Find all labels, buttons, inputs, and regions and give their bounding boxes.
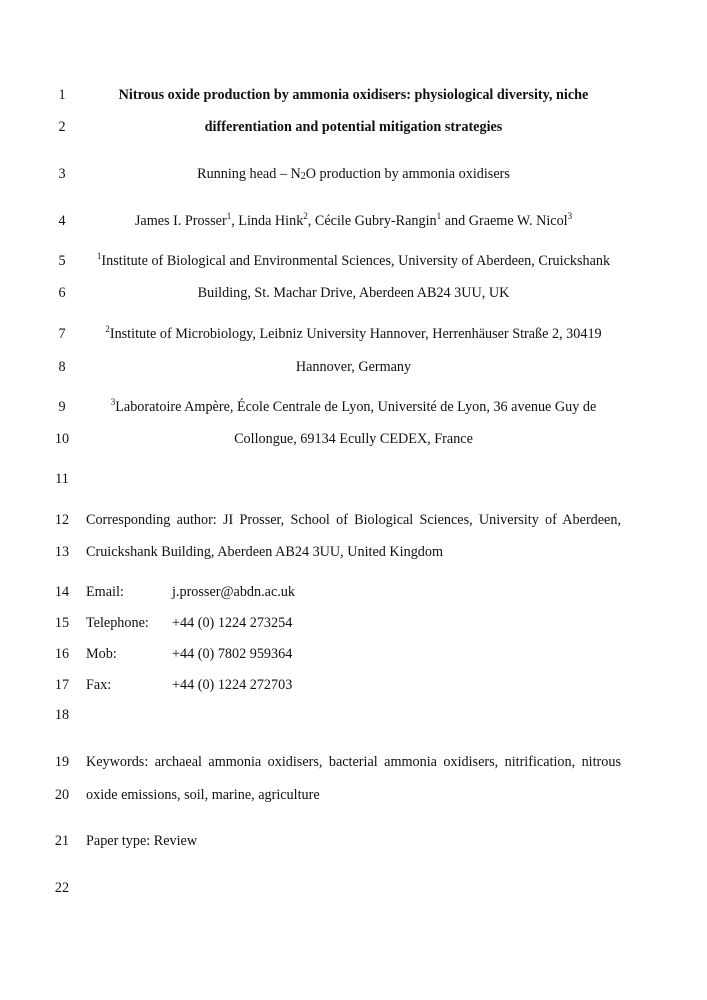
contact-value[interactable]: j.prosser@abdn.ac.uk: [172, 584, 295, 600]
line-number: 19: [54, 754, 70, 770]
affiliation-1-line-1: [86, 252, 621, 270]
contact-label: Email:: [86, 584, 124, 600]
line-number: 8: [58, 359, 66, 375]
contact-value: +44 (0) 1224 273254: [172, 615, 293, 631]
affiliation-text: Institute of Microbiology, Leibniz University Hannover, Herrenhäuser Straße 2, 30419: [109, 326, 602, 342]
paper-type: Paper type: Review: [86, 833, 198, 849]
line-number: 3: [58, 166, 66, 182]
contact-label: Fax:: [86, 677, 112, 693]
line-number: 10: [54, 431, 70, 447]
author-list: [86, 212, 621, 230]
contact-fax: [86, 676, 621, 694]
contact-email: [86, 583, 621, 601]
line-number: 12: [54, 512, 70, 528]
contact-label: Mob:: [86, 646, 117, 662]
affiliation-number: 2: [105, 324, 110, 334]
keywords-line-1: Keywords: archaeal ammonia oxidisers, bacterial ammonia oxidisers, nitrification, nitrous: [86, 754, 621, 770]
line-number: 5: [58, 253, 66, 269]
affiliation-2-line-1: [86, 325, 621, 343]
affiliation-number: 3: [110, 397, 116, 407]
author-separator: ,: [231, 213, 239, 229]
paper-title-line-1: Nitrous oxide production by ammonia oxidisers: physiological diversity, niche: [118, 87, 589, 103]
author-affiliation: 1: [436, 211, 442, 221]
line-number: 22: [54, 880, 70, 896]
author-name: Cécile Gubry-Rangin: [314, 213, 437, 229]
keywords-line-2: oxide emissions, soil, marine, agriculture: [86, 787, 320, 803]
author-name: Graeme W. Nicol: [468, 213, 568, 229]
line-number: 9: [58, 399, 66, 415]
running-head-prefix: Running head – N: [197, 166, 301, 182]
affiliation-2-line-2: Hannover, Germany: [295, 359, 412, 375]
author-name: Linda Hink: [238, 213, 304, 229]
line-number: 13: [54, 544, 70, 560]
line-number: 7: [58, 326, 66, 342]
contact-mobile: [86, 645, 621, 663]
running-head: [86, 165, 621, 183]
line-number: 4: [58, 213, 66, 229]
line-number: 16: [54, 646, 70, 662]
line-number: 18: [54, 707, 70, 723]
running-head-suffix: O production by ammonia oxidisers: [305, 166, 510, 182]
line-number: 11: [55, 471, 69, 487]
contact-value: +44 (0) 1224 272703: [172, 677, 293, 693]
author-affiliation: 2: [303, 211, 308, 221]
corresponding-author-line-1: Corresponding author: JI Prosser, School of Biological Sciences, University of Aberdeen,: [86, 512, 621, 528]
affiliation-1-line-2: Building, St. Machar Drive, Aberdeen AB24 3UU, UK: [197, 285, 510, 301]
line-number: 17: [54, 677, 70, 693]
author-affiliation: 3: [567, 211, 573, 221]
corresponding-author-line-2: Cruickshank Building, Aberdeen AB24 3UU, United Kingdom: [86, 544, 444, 560]
affiliation-3-line-1: [86, 398, 621, 416]
affiliation-3-line-2: Collongue, 69134 Ecully CEDEX, France: [234, 431, 473, 447]
line-number: 6: [58, 285, 66, 301]
affiliation-text: Laboratoire Ampère, École Centrale de Lyon, Université de Lyon, 36 avenue Guy de: [115, 399, 597, 415]
paper-title-line-2: differentiation and potential mitigation strategies: [204, 119, 503, 135]
line-number: 1: [58, 87, 66, 103]
contact-label: Telephone:: [86, 615, 149, 631]
running-head-subscript: 2: [300, 171, 306, 182]
line-number: 15: [54, 615, 70, 631]
author-affiliation: 1: [226, 211, 232, 221]
author-name: James I. Prosser: [134, 213, 227, 229]
line-number: 20: [54, 787, 70, 803]
line-number: 2: [58, 119, 66, 135]
line-number: 21: [54, 833, 70, 849]
contact-value: +44 (0) 7802 959364: [172, 646, 293, 662]
author-separator: ,: [307, 213, 315, 229]
affiliation-text: Institute of Biological and Environmental Sciences, University of Aberdeen, Cruickshank: [101, 253, 611, 269]
line-number: 14: [54, 584, 70, 600]
author-separator: and: [441, 213, 469, 229]
contact-telephone: [86, 614, 621, 632]
affiliation-number: 1: [96, 251, 102, 261]
